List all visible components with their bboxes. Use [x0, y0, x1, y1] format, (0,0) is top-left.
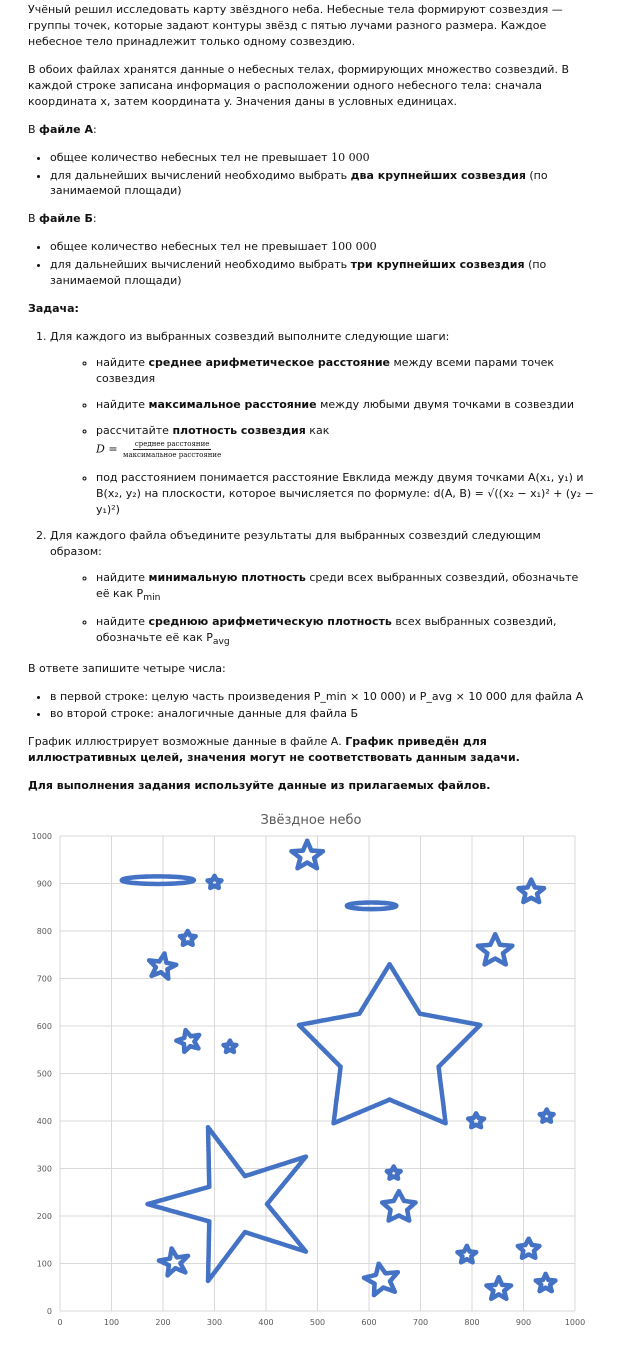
data-point — [170, 1248, 175, 1253]
data-point — [147, 1202, 152, 1207]
data-point — [388, 963, 393, 968]
constellation-star — [380, 1189, 418, 1223]
x-tick-label: 900 — [515, 1318, 532, 1328]
constellation-star — [362, 1262, 400, 1298]
data-point — [392, 1166, 397, 1171]
constellation-star — [538, 1107, 556, 1124]
answer-list — [28, 689, 595, 723]
constellation-star — [516, 1237, 542, 1261]
chart-marks — [120, 839, 558, 1302]
constellation-star — [476, 932, 515, 967]
x-tick-label: 400 — [258, 1318, 274, 1328]
y-tick-label: 600 — [36, 1022, 52, 1032]
data-point — [494, 933, 499, 938]
constellation-star — [484, 1275, 513, 1301]
step-2-min-density: ◦ найдите минимальную плотность среди всех выбранных созвездий, обозначьте её как $P_{min}$ — [96, 570, 595, 604]
step-1-euclid-note: ◦ под расстоянием понимается расстояние Евклида между двумя точками A(x₁, y₁) и B(x₂, y₂) на плоскости, которое вычисляется по формуле: d(A, B) = √((x₂ − x₁)² + (y₂ − y₁)²) — [96, 470, 595, 518]
x-tick-label: 200 — [155, 1318, 171, 1328]
data-point — [545, 1109, 550, 1114]
chart-note: График иллюстрирует возможные данные в файле А. График приведён для иллюстративных целей, значения могут не соответствовать данным задачи. — [28, 735, 520, 765]
y-tick-label: 700 — [36, 974, 52, 984]
constellation-flat — [345, 900, 399, 911]
x-tick-label: 800 — [464, 1318, 480, 1328]
data-point — [191, 879, 196, 884]
constellation-star — [385, 1164, 403, 1181]
file-a-list — [28, 150, 595, 200]
step-1-density: ◦ рассчитайте плотность созвездия как D = $\frac{\text{среднее расстояние}}{\text{максимальное расстояние}}$ — [96, 423, 595, 460]
y-tick-label: 1000 — [31, 832, 52, 842]
file-a-heading: В файле А: — [28, 122, 97, 136]
chart-title: Звёздное небо — [260, 813, 362, 829]
x-tick-label: 500 — [309, 1318, 326, 1328]
y-tick-label: 800 — [36, 927, 52, 937]
x-tick-label: 100 — [103, 1318, 120, 1328]
chart-ticks — [32, 832, 586, 1327]
constellation-star — [534, 1272, 558, 1294]
density-formula: D = $\frac{\text{среднее расстояние}}{\text{максимальное расстояние}}$ — [96, 439, 222, 459]
file-a-item-select: • для дальнейших вычислений необходимо выбрать два крупнейших созвездия (по занимаемой площади) — [50, 168, 595, 200]
data-point — [465, 1245, 470, 1250]
step-1-max-distance: ◦ найдите максимальное расстояние между любыми двумя точками в созвездии — [96, 397, 595, 413]
data-point — [306, 840, 311, 845]
answer-line-1: • в первой строке: целую часть произведения P_min × 10 000) и P_avg × 10 000 для файла А — [50, 689, 595, 705]
data-point — [394, 904, 399, 909]
data-point — [186, 930, 191, 935]
y-tick-label: 400 — [36, 1117, 52, 1127]
data-point — [228, 1040, 233, 1045]
answer-line-2: • во второй строке: аналогичные данные для файла Б — [50, 706, 595, 722]
data-point — [213, 875, 218, 880]
file-b-item-count: • общее количество небесных тел не превышает 100 000 — [50, 239, 595, 255]
y-tick-label: 300 — [36, 1164, 52, 1174]
data-point — [527, 1238, 532, 1243]
file-b-list — [28, 239, 595, 289]
intro-paragraph-1: Учёный решил исследовать карту звёздного неба. Небесные тела формируют созвездия — группы точек, которые задают контуры звёзд с пятью лучами разного размера. Каждое небесное тело принадлежит только одному созвездию. — [28, 3, 563, 48]
constellation-star — [455, 1244, 478, 1265]
data-point — [497, 1276, 502, 1281]
x-tick-label: 300 — [206, 1318, 223, 1328]
constellation-star — [297, 962, 483, 1126]
intro-paragraph-2: В обоих файлах хранятся данные о небесных телах, формирующих множество созвездий. В каждой строке записана информация о расположении одного небесного тела: сначала координата x, затем координата y. Значения даны в условных единицах. — [28, 62, 569, 108]
constellation-star — [157, 1246, 191, 1278]
constellation-star — [466, 1111, 486, 1129]
answer-intro: В ответе запишите четыре числа: — [28, 661, 226, 675]
constellation-star — [516, 878, 546, 905]
y-tick-label: 0 — [46, 1307, 52, 1317]
data-point — [474, 1112, 479, 1117]
file-a-item-count: • общее количество небесных тел не превышает 10 000 — [50, 150, 595, 166]
y-tick-label: 200 — [36, 1212, 52, 1222]
x-tick-label: 0 — [57, 1318, 63, 1328]
constellation-star — [174, 1028, 201, 1054]
data-point — [184, 1029, 189, 1034]
data-point — [163, 953, 168, 958]
data-point — [377, 1263, 382, 1268]
task-steps — [28, 329, 595, 649]
instruction: Для выполнения задания используйте данные из прилагаемых файлов. — [28, 779, 491, 793]
data-point — [397, 1191, 402, 1196]
task-heading: Задача: — [28, 302, 79, 316]
constellation-star — [289, 839, 325, 871]
chart-container — [0, 806, 623, 1356]
task-step-1: 1. Для каждого из выбранных созвездий выполните следующие шаги: ◦ найдите среднее арифметическое расстояние между всеми парами точек созвездия ◦ найдите максимальное расстояние между любыми двумя точками в созвездии ◦ рассчитайте плотность созвездия как D = $\frac{\text{среднее расстояние}}{\text{максимальное расстояние}}$ ◦ под расстоянием понимается расстояние Евклида между двумя точками A(x₁, y₁) и B(x₂, y₂) на плоскости, которое вычисляется по формуле: d(A, B) = √((x₂ − x₁)² + (y₂ − y₁)²) — [50, 329, 595, 518]
step-1-mean-distance: ◦ найдите среднее арифметическое расстояние между всеми парами точек созвездия — [96, 355, 595, 387]
file-b-heading: В файле Б: — [28, 212, 97, 226]
y-tick-label: 900 — [36, 879, 52, 889]
y-tick-label: 500 — [36, 1069, 52, 1079]
file-b-item-select: • для дальнейших вычислений необходимо выбрать три крупнейших созвездия (по занимаемой площади) — [50, 257, 595, 289]
y-tick-label: 100 — [36, 1259, 52, 1269]
x-tick-label: 1000 — [564, 1318, 586, 1328]
task-step-2: 2. Для каждого файла объедините результаты для выбранных созвездий следующим образом: ◦ найдите минимальную плотность среди всех выбранных созвездий, обозначьте её как $P_{min}$ ◦ найдите среднюю арифметическую плотность всех выбранных созвездий, обозначьте её как $P_{avg}$ — [50, 528, 595, 649]
scatter-chart — [0, 806, 623, 1351]
data-point — [530, 879, 535, 884]
x-tick-label: 700 — [412, 1318, 429, 1328]
constellation-flat — [120, 874, 197, 886]
constellation-star — [221, 1039, 238, 1055]
data-point — [544, 1273, 549, 1278]
x-tick-label: 600 — [361, 1318, 377, 1328]
step-2-avg-density: ◦ найдите среднюю арифметическую плотность всех выбранных созвездий, обозначьте её как $P_{avg}$ — [96, 614, 595, 648]
chart-grid — [60, 836, 575, 1311]
